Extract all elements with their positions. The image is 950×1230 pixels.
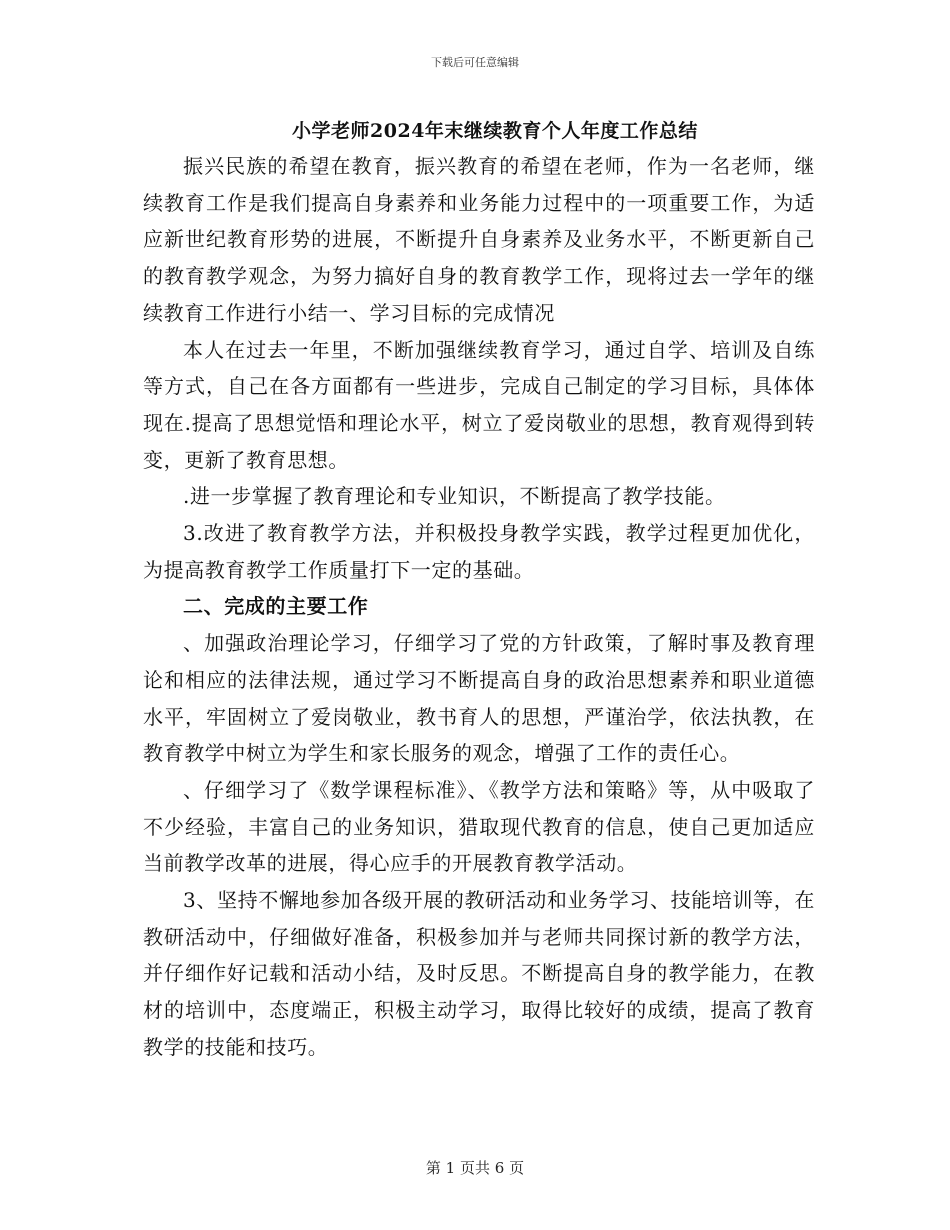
page-number: 第 1 页共 6 页 bbox=[425, 1159, 525, 1177]
section-heading-main-work: 二、完成的主要工作 bbox=[183, 594, 369, 619]
paragraph-work-1: 、加强政治理论学习，仔细学习了党的方针政策，了解时事及教育理论和相应的法律法规，通过学习不断提高自身的政治思想素养和职业道德水平，牢固树立了爱岗敬业，教书育人的思想，严谨治学，依法执教，在教育教学中树立为学生和家长服务的观念，增强了工作的责任心。 bbox=[143, 631, 815, 766]
paragraph-work-3: 3、坚持不懈地参加各级开展的教研活动和业务学习、技能培训等，在教研活动中，仔细做好准备，积极参加并与老师共同探讨新的教学方法，并仔细作好记载和活动小结，及时反思。不断提高自身的教学能力，在教材的培训中，态度端正，积极主动学习，取得比较好的成绩，提高了教育教学的技能和技巧。 bbox=[143, 888, 815, 1059]
paragraph-progress: 本人在过去一年里，不断加强继续教育学习，通过自学、培训及自练等方式，自己在各方面都有一些进步，完成自己制定的学习目标，具体体现在.提高了思想觉悟和理论水平，树立了爱岗敬业的思想，教育观得到转变，更新了教育思想。 bbox=[143, 337, 815, 472]
document-body bbox=[143, 148, 815, 1066]
paragraph-point-3: 3.改进了教育教学方法，并积极投身教学实践，教学过程更加优化，为提高教育教学工作质量打下一定的基础。 bbox=[143, 521, 815, 582]
header-note: 下载后可任意编辑 bbox=[431, 56, 519, 69]
paragraph-intro: 振兴民族的希望在教育，振兴教育的希望在老师，作为一名老师，继续教育工作是我们提高自身素养和业务能力过程中的一项重要工作，为适应新世纪教育形势的进展，不断提升自身素养及业务水平，不断更新自己的教育教学观念，为努力搞好自身的教育教学工作，现将过去一学年的继续教育工作进行小结一、学习目标的完成情况 bbox=[143, 154, 815, 325]
paragraph-point-2: .进一步掌握了教育理论和专业知识，不断提高了教学技能。 bbox=[183, 484, 726, 509]
paragraph-work-2: 、仔细学习了《数学课程标准》、《教学方法和策略》等，从中吸取了不少经验，丰富自己的业务知识，猎取现代教育的信息，使自己更加适应当前教学改革的进展，得心应手的开展教育教学活动。 bbox=[143, 777, 815, 876]
document-title: 小学老师2024年末继续教育个人年度工作总结 bbox=[292, 120, 698, 142]
